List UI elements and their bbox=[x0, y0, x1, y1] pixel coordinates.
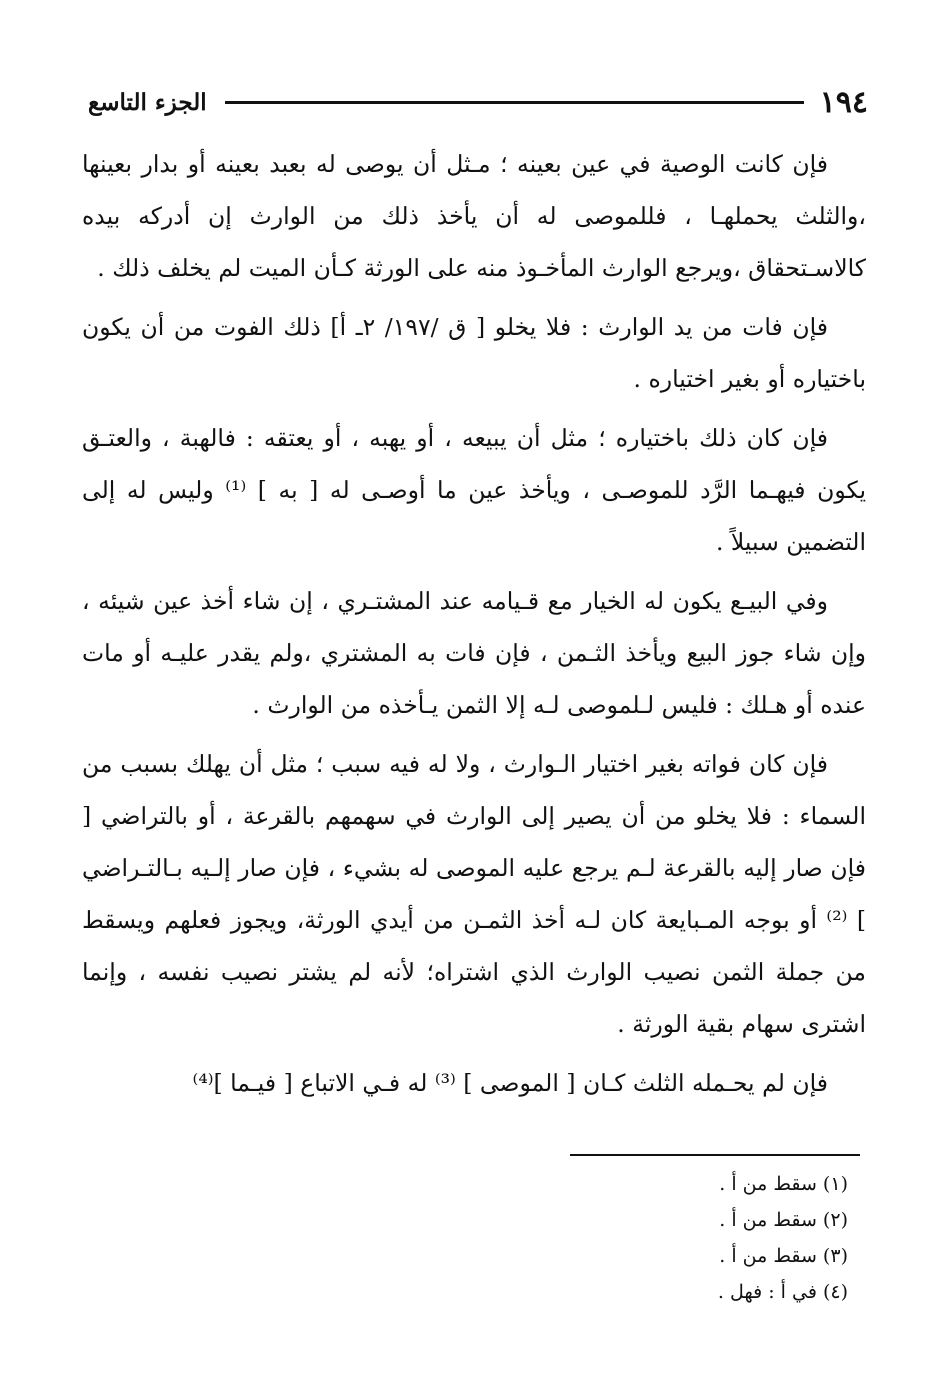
paragraph bbox=[74, 138, 866, 294]
paragraph bbox=[74, 575, 866, 731]
footnote: (١) سقط من أ . bbox=[719, 1173, 848, 1195]
page-number: ١٩٤ bbox=[819, 84, 868, 120]
footnote: (٣) سقط من أ . bbox=[719, 1245, 848, 1267]
paragraph bbox=[82, 1057, 866, 1109]
paragraph-text: فإن كان فواته بغير اختيار الـوارث ، ولا له فيه سبب ؛ مثل أن يهلك بسبب من السماء : فلا يخلو من أن يصير إلى الوارث في سهمهم بالقرعة ، أو بالتراضي [ فإن صار إليه بالقرعة لـم يرجع عليه الموصى له بشيء ، فإن صار إلـيه بـالتـراضي ] ⁽²⁾ أو بوجه المـبايعة كان لـه أخذ الثمـن من أيدي الورثة، ويجوز فعلهم ويسقط من جملة الثمن نصيب الوارث الذي اشتراه؛ لأنه لم يشتر نصيب نفسه ، وإنما اشترى سهام بقية الورثة . bbox=[74, 750, 867, 1038]
paragraph bbox=[74, 738, 867, 1050]
paragraph-text: وفي البيـع يكون له الخيار مع قـيامه عند المشتـري ، إن شاء أخذ عين شيئه ، وإن شاء جوز البيع ويأخذ الثـمن ، فإن فات به المشتري ،ولم يقدر عليـه أو مات عنده أو هـلك : فليس لـلموصى لـه إلا الثمن يـأخذه من الوارث . bbox=[74, 587, 866, 719]
running-title: الجزء التاسع bbox=[88, 88, 207, 116]
page-header bbox=[88, 82, 868, 122]
paragraph-text: فإن لم يحـمله الثلث كـان [ الموصى ] ⁽³⁾ له فـي الاتباع [ فيـما ]⁽⁴⁾ bbox=[192, 1069, 828, 1097]
footnote: (٢) سقط من أ . bbox=[719, 1209, 848, 1231]
footnote-separator bbox=[570, 1154, 860, 1156]
header-rule bbox=[225, 101, 804, 104]
footnote: (٤) في أ : فهل . bbox=[717, 1281, 848, 1303]
paragraph-text: فإن فات من يد الوارث : فلا يخلو [ ق /١٩٧/ ٢ـ أ] ذلك الفوت من أن يكون باختياره أو بغير اختياره . bbox=[74, 313, 866, 393]
paragraph-text: فإن كان ذلك باختياره ؛ مثل أن يبيعه ، أو يهبه ، أو يعتقه : فالهبة ، والعتـق يكون فيهـما الرَّد للموصـى ، ويأخذ عين ما أوصـى له [ به ] ⁽¹⁾ وليس له إلى التضمين سبيلاً . bbox=[74, 424, 866, 556]
footnotes bbox=[448, 1166, 848, 1310]
paragraph bbox=[74, 412, 866, 568]
paragraph bbox=[74, 301, 866, 405]
main-text bbox=[74, 138, 867, 1116]
paragraph-text: فإن كانت الوصية في عين بعينه ؛ مـثل أن يوصى له بعبد بعينه أو بدار بعينها ،والثلث يحملهـا ، فللموصى له أن يأخذ ذلك من الوارث إن أدركه بيده كالاسـتحقاق ،ويرجع الوارث المأخـوذ منه على الورثة كـأن الميت لم يخلف ذلك . bbox=[74, 150, 866, 282]
